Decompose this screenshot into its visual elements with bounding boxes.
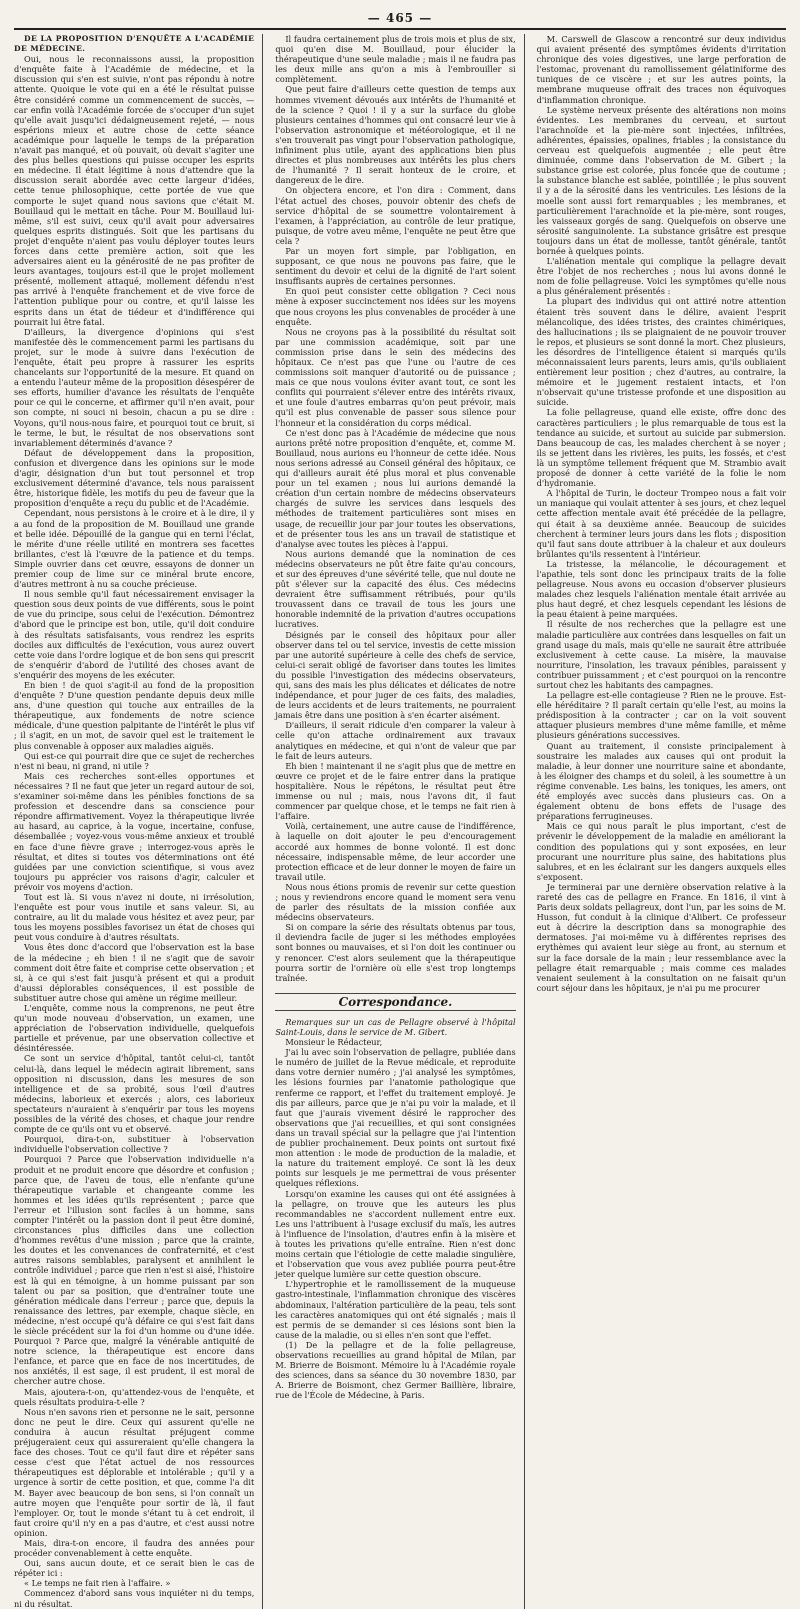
paragraph: Eh bien ! maintenant il ne s'agit plus que de mettre en œuvre ce projet et de le faire entrer dans la pratique hospitalière. Nous le répétons, le résultat peut être immense ou nul ; mais, nous l'avons dit, il faut commencer par quelque chose, et le temps ne fait rien à l'affaire. <box>275 760 516 822</box>
column-left <box>14 34 263 1609</box>
paragraph: Désignés par le conseil des hôpitaux pour aller observer dans tel ou tel service, investis de cette mission par une autorité supérieure à celle des chefs de service, celui-ci serait obligé de favoriser dans toutes les limites du possible l'investigation des médecins observateurs, qui, sans des mais les plus délicates et délicates de notre indépendance, et pour juger de ces faits, des maladies, de leurs accidents et de leurs traitements, ne pourraient jamais être dans une position à s'en écarter aisément. <box>275 629 516 721</box>
paragraph: Il résulte de nos recherches que la pellagre est une maladie particulière aux contrées dans lesquelles on fait un grand usage du maïs, mais qu'elle ne saurait être attribuée exclusivement à cette cause. La misère, la mauvaise nourriture, l'insolation, les travaux pénibles, paraissent y contribuer puissamment ; et c'est pourquoi on la rencontre surtout chez les habitants des campagnes. <box>536 619 786 690</box>
paragraph: Voilà, certainement, une autre cause de l'indifférence, à laquelle on doit ajouter le peu d'encouragement accordé aux hommes de bonne volonté. Il est donc nécessaire, indispensable même, de leur accorder une protection efficace et de leur donner le moyen de faire un travail utile. <box>275 821 516 882</box>
paragraph: Il nous semble qu'il faut nécessairement envisager la question sous deux points de vue différents, sous le point de vue du principe, sous celui de l'exécution. Démontrez d'abord que le principe est bon, utile, qu'il doit conduire à des résultats satisfaisants, vous rendrez les esprits dociles aux difficultés de l'exécution, vous aurez ouvert cette voie dans l'ordre logique et de bon sens qui prescrit de s'enquérir d'abord de l'utilité des choses avant de s'enquérir des moyens de les exécuter. <box>14 589 255 680</box>
paragraph: La pellagre est-elle contagieuse ? Rien ne le prouve. Est-elle héréditaire ? Il paraît certain qu'elle l'est, au moins la prédisposition à la contracter ; car on la voit souvent attaquer plusieurs membres d'une même famille, et même plusieurs générations successives. <box>536 690 786 741</box>
paragraph: Oui, sans aucun doute, et ce serait bien le cas de répéter ici : <box>14 1558 255 1579</box>
section-title: Correspondance. <box>275 993 515 1011</box>
paragraph: Pourquoi ? Parce que l'observation individuelle n'a produit et ne produit encore que désordre et confusion ; parce que, de l'aveu de tous, elle n'enfante qu'une thérapeutique variable et changeante comme les hommes et les idées qu'ils représentent ; parce que l'erreur et l'illusion sont faciles à un homme, sans compter l'intérêt ou la passion dont il peut être dominé, circonstances plus difficiles dans une collection d'hommes revêtus d'une mission ; parce que la crainte, les doutes et les convenances de confraternité, et c'est autres raisons semblables, paralysent et annihilent le contrôle individuel ; parce que rien n'est si aisé, l'histoire est là qui en témoigne, à un homme puissant par son talent ou par sa position, que d'entraîner toute une génération médicale dans l'erreur ; parce que, depuis la renaissance des lettres, par exemple, chaque siècle, en médecine, n'est occupé qu'à défaire ce qui s'est fait dans le siècle précédent sur la foi d'un homme ou d'une idée. Pourquoi ? Parce que, malgré la vénérable antiquité de notre science, la thérapeutique est encore dans l'enfance, et parce que en face de nos incertitudes, de nos anxiétés, il est sage, il est prudent, il est moral de chercher autre chose. <box>14 1154 255 1387</box>
paragraph: Lorsqu'on examine les causes qui ont été assignées à la pellagre, on trouve que les auteurs les plus recommandables ne s'accordent nullement entre eux. Les uns l'attribuent à l'usage exclusif du maïs, les autres à l'influence de l'insolation, d'autres enfin à la misère et à toutes les privations qu'elle entraîne. Rien n'est donc moins certain que l'étiologie de cette maladie singulière, et l'observation que vous avez publiée pourra peut-être jeter quelque lumière sur cette question obscure. <box>275 1188 516 1280</box>
column-right <box>537 34 786 1609</box>
paragraph: (1) De la pellagre et de la folie pellagreuse, observations recueillies au grand hôpital de Milan, par M. Brierre de Boismont. Mémoire lu à l'Académie royale des sciences, dans sa séance du 30 novembre 1830, par A. Brierre de Boismont, chez Germer Baillière, libraire, rue de l'École de Médecine, à Paris. <box>275 1339 516 1401</box>
paragraph: Cependant, nous persistons à le croire et à le dire, il y a au fond de la proposition de M. Bouillaud une grande et belle idée. Dépouillé de la gangue qui en terni l'éclat, le mérite d'une réelle utilité en montrera ses facettes brillantes, c'est là l'œuvre de la patience et du temps. Simple ouvrier dans cet œuvre, essayons de donner un premier coup de lime sur ce minéral brute encore, d'autres mettront à nu sa couche précieuse. <box>14 508 255 590</box>
letter-salutation: Monsieur le Rédacteur, <box>285 1037 383 1048</box>
paragraph: Oui, nous le reconnaissons aussi, la proposition d'enquête faite à l'Académie de médecine, et la discussion qui s'en est suivie, n'ont pas répondu à notre attente. Quoique le vote qui en a été le résultat puisse être considéré comme un commencement de succès, — car enfin voilà l'Académie forcée de s'occuper d'un sujet qu'elle avait jusqu'ici dédaigneusement rejeté, — nous espérions mieux et autre chose de cette séance académique pour laquelle le temps de la préparation n'avait pas manqué, et où pouvait, où devait s'agiter une des plus belles questions qui puisse occuper les esprits en médecine. Il était légitime à nous d'attendre que la discussion serait abordée avec cette largeur d'idées, cette tenue philosophique, cette portée de vue que comporte le sujet quand nous savions que c'était M. Bouillaud qui le mettait en tâche. Pour M. Bouillaud lui-même, s'il est suivi, ceux qu'il avait pour adversaires quelques esprits distingués. Soit que les partisans du projet d'enquête n'aient pas voulu déployer toutes leurs forces dans cette première action, soit que les adversaires aient eu la générosité de ne pas profiter de leurs avantages, toujours est-il que le projet mollement présenté, mollement attaqué, mollement défendu n'est pas arrivé à l'enquête franchement et de vive force de l'attention publique pour ou contre, et qu'il laisse les esprits dans un état de tiédeur et d'indifférence qui pourrait lui être fatal. <box>14 54 255 327</box>
paragraph: Mais ce qui nous paraît le plus important, c'est de prévenir le développement de la maladie en améliorant la condition des populations qui y sont exposées, en leur procurant une nourriture plus saine, des habitations plus salubres, et en les éclairant sur les dangers auxquels elles s'exposent. <box>536 821 786 882</box>
paragraph: Il faudra certainement plus de trois mois et plus de six, quoi qu'en dise M. Bouillaud, pour élucider la thérapeutique d'une seule maladie ; mais il ne faudra pas les deux mille ans qu'on a mis à l'embrouiller si complètement. <box>275 34 516 85</box>
paragraph: Si on compare la série des résultats obtenus par tous, il deviendra facile de juger si les méthodes employées sont bonnes ou mauvaises, et si l'on doit les continuer ou y renoncer. C'est alors seulement que la thérapeutique pourra sortir de l'ornière où elle s'est trop longtemps traînée. <box>275 922 516 983</box>
paragraph: La plupart des individus qui ont attiré notre attention étaient très souvent dans le délire, avaient l'esprit mélancolique, des idées tristes, des craintes chimériques, des hallucinations ; ils se plaignaient de ne pouvoir trouver le repos, et plusieurs se sont donné la mort. Chez plusieurs, les désordres de l'intelligence étaient si marqués qu'ils méconnaissaient leurs parents, leurs amis, qu'ils oubliaient entièrement leur position ; chez d'autres, au contraire, la mémoire et le jugement restaient intacts, et l'on n'observait qu'une tristesse profonde et une disposition au suicide. <box>536 296 786 408</box>
paragraph: Nous n'en savons rien et personne ne le sait, personne donc ne peut le dire. Ceux qui assurent qu'elle ne conduira à aucun résultat préjugent comme préjugeraient ceux qui assureraient qu'elle changera la face des choses. Tout ce qu'il faut dire et répéter sans cesse c'est que l'état actuel de nos ressources thérapeutiques est déplorable et intolérable ; qu'il y a urgence à sortir de cette position, et que, comme l'a dit M. Bayer avec beaucoup de bon sens, si l'on connaît un autre moyen que l'enquête pour sortir de là, il faut l'employer. Or, tout le monde s'étant tu à cet endroit, il faut croire qu'il n'y en a pas d'autre, et c'est aussi notre opinion. <box>14 1406 255 1538</box>
letter-body-continued <box>537 34 786 993</box>
paragraph: Par un moyen fort simple, par l'obligation, en supposant, ce que nous ne pouvons pas faire, que le sentiment du devoir et celui de la dignité de l'art soient insuffisants auprès de certaines personnes. <box>275 245 516 287</box>
top-rule <box>14 28 786 30</box>
paragraph: L'enquête, comme nous la comprenons, ne peut être qu'un mode nouveau d'observation, un examen, une appréciation de l'observation individuelle, quelquefois partielle et prévenue, par une observation collective et désintéressée. <box>14 1003 255 1054</box>
paragraph: Nous nous étions promis de revenir sur cette question ; nous y reviendrons encore quand le moment sera venu de parler des résultats de la mission confiée aux médecins observateurs. <box>275 881 516 923</box>
paragraph: Le système nerveux présente des altérations non moins évidentes. Les membranes du cerveau, et surtout l'arachnoïde et la pie-mère sont injectées, infiltrées, adhérentes, épaissies, opalines, friables ; la consistance du cerveau est quelquefois augmentée ; elle peut être diminuée, comme dans l'observation de M. Gibert ; la substance grise est colorée, plus foncée que de coutume ; la substance blanche est sablée, pointillée ; le plus souvent il y a de la sérosité dans les ventricules. Les lésions de la moelle sont aussi fort remarquables ; les membranes, et particulièrement l'arachnoïde et la pie-mère, sont rouges, les vaisseaux gorgés de sang. Quelquefois on observe une sérosité sanguinolente. La substance grisâtre est presque toujours dans un état de mollesse, tantôt générale, tantôt bornée à quelques points. <box>536 104 786 256</box>
letter-subtitle: Remarques sur un cas de Pellagre observé à l'hôpital Saint-Louis, dans le service de M. Gibert. <box>275 1016 516 1037</box>
article-heading: DE LA PROPOSITION D'ENQUÊTE A L'ACADÉMIE DE MÉDECINE. <box>14 34 255 54</box>
paragraph: D'ailleurs, il serait ridicule d'en comparer la valeur à celle qu'on attache ordinairement aux travaux analytiques en médecine, et qui n'ont de valeur que par le fait de leurs auteurs. <box>275 720 516 761</box>
paragraph: La tristesse, la mélancolie, le découragement et l'apathie, tels sont donc les principaux traits de la folie pellagreuse. Nous avons eu occasion d'observer plusieurs malades chez lesquels l'aliénation mentale était arrivée au plus haut degré, et chez lesquels cependant les lésions de la peau étaient à peine marquées. <box>536 558 786 620</box>
paragraph: Tout est là. Si vous n'avez ni doute, ni irrésolution, l'enquête est pour vous inutile et sans valeur. Si, au contraire, au lit du malade vous hésitez et avez peur, par tous les moyens possibles favorisez un état de choses qui peut vous conduire à d'autres résultats. <box>14 891 255 943</box>
columns <box>14 34 786 1609</box>
paragraph: La folie pellagreuse, quand elle existe, offre donc des caractères particuliers ; le plus remarquable de tous est la tendance au suicide, et surtout au suicide par submersion. Dans beaucoup de cas, les malades cherchent à se noyer ; ils se jettent dans les rivières, les puits, les fossés, et c'est là un symptôme tellement fréquent que M. Strambio avait proposé de donner à cette variété de la folie le nom d'hydromanie. <box>536 407 786 489</box>
column-middle <box>275 34 524 1609</box>
paragraph: Commencez d'abord sans vous inquiéter ni du temps, ni du résultat. <box>14 1588 255 1609</box>
paragraph: A l'hôpital de Turin, le docteur Trompeo nous a fait voir un maniaque qui voulait attenter à ses jours, et chez lequel cette affection mentale avait été précédée de la pellagre, qui était à sa deuxième année. Beaucoup de suicides cherchent à terminer leurs jours dans les flots ; disposition qu'il faut sans doute attribuer à la chaleur et aux douleurs brûlantes qu'ils ressentent à l'intérieur. <box>536 488 786 559</box>
page-number: — 465 — <box>367 11 433 25</box>
paragraph: On objectera encore, et l'on dira : Comment, dans l'état actuel des choses, pouvoir obtenir des chefs de service d'hôpital de se soumettre volontairement à l'examen, à l'appréciation, au contrôle de leur pratique, puisque, de votre aveu même, l'enquête ne peut être que cela ? <box>275 185 516 246</box>
article-body <box>14 54 254 1608</box>
article-body-continued <box>275 34 515 983</box>
paragraph: Ce sont un service d'hôpital, tantôt celui-ci, tantôt celui-là, dans lequel le médecin agirait librement, sans opposition ni discussion, dans les mesures de son intelligence et de sa probité, sous l'œil d'autres médecins, laborieux et exercés ; alors, ces laborieux spectateurs n'auraient à s'enquérir par tous les moyens possibles de la vérité des choses, et chaque jour rendre compte de ce qu'ils ont vu et observé. <box>14 1053 255 1135</box>
paragraph: Mais ces recherches sont-elles opportunes et nécessaires ? Il ne faut que jeter un regard autour de soi, s'examiner soi-même dans les pénibles fonctions de sa profession et descendre dans sa conscience pour répondre affirmativement. Voyez la thérapeutique livrée au hasard, au caprice, à la vogue, incertaine, confuse, désemballée ; voyez-vous vous-même anxieux et troublé en face d'une fièvre grave ; interrogez-vous après le résultat, et dites si toutes vos déterminations ont été guidées par une conviction scientifique, si vous avez toujours pu apprécier vos raisons d'agir, calculer et prévoir vos moyens d'action. <box>14 770 255 892</box>
paragraph: Mais, ajoutera-t-on, qu'attendez-vous de l'enquête, et quels résultats produira-t-elle ? <box>14 1386 255 1407</box>
paragraph: « Le temps ne fait rien à l'affaire. » <box>24 1578 171 1589</box>
paragraph: Vous êtes donc d'accord que l'observation est la base de la médecine ; eh bien ! il ne s'agit que de savoir comment doit être faite et comprise cette observation ; et si, à ce qui s'est fait jusqu'à présent et qui a produit d'aussi déplorables conséquences, il est possible de substituer autre chose qui amène un régime meilleur. <box>14 942 255 1003</box>
paragraph: J'ai lu avec soin l'observation de pellagre, publiée dans le numéro de juillet de la Revue médicale, et reproduite dans votre dernier numéro ; j'ai analysé les symptômes, les lésions fournies par l'anatomie pathologique que renferme ce rapport, et l'effet du traitement employé. Je dis par ailleurs, parce que je n'ai pu voir la malade, et il faut que j'aurais vivement désiré le rapprocher des observations que j'ai recueillies, et qui sont consignées dans un travail spécial sur la pellagre que j'ai l'intention de publier prochainement. Deux points ont surtout fixé mon attention : le mode de production de la maladie, et la nature du traitement employé. Ce sont là les deux points sur lesquels je me permettrai de vous présenter quelques réflexions. <box>275 1047 516 1189</box>
paragraph: Quant au traitement, il consiste principalement à soustraire les malades aux causes qui ont produit la maladie, à leur donner une nourriture saine et abondante, à les éloigner des champs et du soleil, à les soumettre à un régime convenable. Les bains, les toniques, les amers, ont été employés avec succès dans plusieurs cas. On a également obtenu de bons effets de l'usage des préparations ferrugineuses. <box>536 740 786 822</box>
paragraph: Mais, dira-t-on encore, il faudra des années pour procéder convenablement à cette enquête. <box>14 1537 255 1559</box>
paragraph: Ce n'est donc pas à l'Académie de médecine que nous aurions prêté notre proposition d'enquête, et, comme M. Bouillaud, nous aurions eu l'honneur de cette idée. Nous nous serions adressé au Conseil général des hôpitaux, ce qui d'ailleurs aurait été plus moral et plus convenable pour un tel examen ; nous lui aurions demandé la création d'un certain nombre de médecins observateurs chargés de suivre les services dans lesquels des méthodes de traitement particulières sont mises en usage, de recueillir jour par jour toutes les observations, et de présenter tous les ans un travail de statistique et d'analyse avec toutes les pièces à l'appui. <box>275 427 516 549</box>
paragraph: M. Carswell de Glascow a rencontré sur deux individus qui avaient présenté des symptômes évidents d'irritation chronique des voies digestives, une large perforation de l'estomac, provenant du ramollissement gélatiniforme des tuniques de ce viscère ; et sur les autres points, la membrane muqueuse offrait des traces non équivoques d'inflammation chronique. <box>536 34 786 105</box>
paragraph: Nous aurions demandé que la nomination de ces médecins observateurs ne pût être faite qu'au concours, et sur des épreuves d'une sévérité telle, que nul doute ne pût s'élever sur la capacité des élus. Ces médecins devraient être suffisamment rétribués, pour qu'ils trouvassent dans ce travail de tous les jours une honorable indemnité de la privation d'autres occupations lucratives. <box>275 548 516 630</box>
paragraph: L'hypertrophie et le ramollissement de la muqueuse gastro-intestinale, l'inflammation chronique des viscères abdominaux, l'altération particulière de la peau, tels sont les caractères anatomiques qui ont été signalés ; mais il est permis de se demander si ces lésions sont bien la cause de la maladie, ou si elles n'en sont que l'effet. <box>275 1279 516 1340</box>
paragraph: Je terminerai par une dernière observation relative à la rareté des cas de pellagre en France. En 1816, il vint à Paris deux soldats pellagreux, dont l'un, par les soins de M. Husson, fut conduit à la clinique d'Alibert. Ce professeur eut à décrire la description dans sa monographie des dermatoses. J'ai moi-même vu à différentes reprises des erythèmes qui avaient leur siège au front, au sternum et sur la face dorsale de la main ; leur ressemblance avec la pellagre était remarquable ; mais comme ces malades venaient seulement à la consultation on ne faisait qu'un court séjour dans les hôpitaux, je n'ai pu me procurer <box>536 881 786 993</box>
paragraph: Pourquoi, dira-t-on, substituer à l'observation individuelle l'observation collective ? <box>14 1134 255 1155</box>
paragraph: Défaut de développement dans la proposition, confusion et divergence dans les opinions sur le mode d'agir, désignation d'un but tout personnel et trop exclusivement déterminé d'avance, tels nous paraissent être, historique fidèle, les motifs du peu de faveur que la proposition d'enquête a reçu du public et de l'Académie. <box>14 447 255 509</box>
letter-body <box>275 1047 515 1400</box>
paragraph: En bien ! de quoi s'agit-il au fond de la proposition d'enquête ? D'une question pendante depuis deux mille ans, d'une question qui touche aux entrailles de la thérapeutique, aux fondements de notre science médicale, d'une question palpitante de l'intérêt le plus vif ; il s'agit, en un mot, de savoir quel est le traitement le plus convenable à opposer aux maladies aiguës. <box>14 680 255 751</box>
paragraph: Que peut faire d'ailleurs cette question de temps aux hommes vivement dévoués aux intérêts de l'humanité et de la science ? Quoi ! il y a sur la surface du globe plusieurs centaines d'hommes qui ont consacré leur vie à l'observation astronomique et météorologique, et il ne s'en trouverait pas vingt pour l'observation pathologique, infiniment plus utile, ayant des applications bien plus directes et plus nombreuses aux intérêts les plus chers de l'humanité ? Il serait honteux de le croire, et dangereux de le dire. <box>275 84 516 186</box>
paragraph: Nous ne croyons pas à la possibilité du résultat soit par une commission académique, soit par une commission prise dans le sein des médecins des hôpitaux. Ce n'est pas que l'une ou l'autre de ces commissions soit manquer d'autorité ou de puissance ; mais ce que nous voulons éviter avant tout, ce sont les conflits qui pourraient s'élever entre des intérêts rivaux, et une foule d'autres embarras qu'on peut prévoir, mais qu'il est plus convenable de passer sous silence pour l'honneur et la considération du corps médical. <box>275 326 516 428</box>
paragraph: D'ailleurs, la divergence d'opinions qui s'est manifestée dès le commencement parmi les partisans du projet, sur le mode à suivre dans l'exécution de l'enquête, était peu propre à rassurer les esprits chancelants sur l'opportunité de la mesure. Et quand on a entendu l'auteur même de la proposition désespérer de ses efforts, humilier d'avance les résultats de l'enquête pour ce qui le concerne, et affirmer qu'il n'en avait, pour son compte, ni souci ni besoin, chacun a pu se dire : Voyons, qu'il nous-nous faire, et pourquoi tout ce bruit, si le terme, le but, le résultat de nos observations sont invariablement déterminés d'avance ? <box>14 326 255 448</box>
paragraph: En quoi peut consister cette obligation ? Ceci nous mène à exposer succinctement nos idées sur les moyens que nous croyons les plus convenables de procéder à une enquête. <box>275 286 516 327</box>
paragraph: L'aliénation mentale qui complique la pellagre devait être l'objet de nos recherches ; nous lui avons donné le nom de folie pellagreuse. Voici les symptômes qu'elle nous a plus généralement présentés : <box>536 256 786 297</box>
paragraph: Qui est-ce qui pourrait dire que ce sujet de recherches n'est ni beau, ni grand, ni utile ? <box>14 750 255 771</box>
